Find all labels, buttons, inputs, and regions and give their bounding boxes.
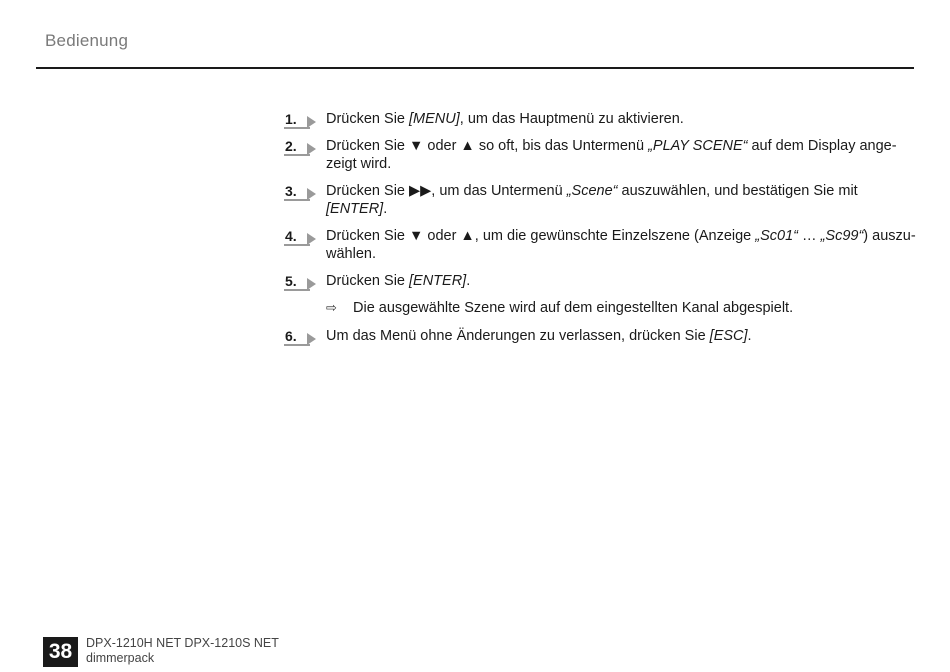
footer-product-info bbox=[86, 636, 279, 666]
step-result bbox=[284, 299, 916, 317]
step-number: 6. bbox=[285, 328, 297, 344]
step-number: 5. bbox=[285, 273, 297, 289]
step-1 bbox=[284, 110, 916, 128]
step-6 bbox=[284, 327, 916, 345]
step-2 bbox=[284, 137, 916, 173]
step-5 bbox=[284, 272, 916, 290]
step-number: 4. bbox=[285, 228, 297, 244]
step-text: Drücken Sie [MENU], um das Hauptmenü zu aktivieren. bbox=[326, 111, 684, 127]
step-arrow-icon bbox=[307, 233, 316, 245]
page-header-title: Bedienung bbox=[45, 31, 129, 50]
instruction-steps bbox=[284, 110, 916, 354]
result-text: Die ausgewählte Szene wird auf dem eingestellten Kanal abgespielt. bbox=[353, 300, 794, 316]
step-text: Drücken Sie ▼ oder ▲, um die gewünschte Einzelszene (Anzeige „Sc01“ … „Sc99“) auszu-wählen. bbox=[326, 228, 916, 262]
step-text: Drücken Sie ▶▶, um das Untermenü „Scene“ auszuwählen, und bestätigen Sie mit [ENTER]. bbox=[326, 183, 858, 217]
step-arrow-icon bbox=[307, 143, 316, 155]
step-number: 1. bbox=[285, 111, 297, 127]
step-4 bbox=[284, 227, 916, 263]
result-arrow-icon: ⇨ bbox=[326, 300, 337, 315]
step-text: Drücken Sie ▼ oder ▲ so oft, bis das Untermenü „PLAY SCENE“ auf dem Display ange-zeigt wird. bbox=[326, 138, 897, 172]
step-text: Drücken Sie [ENTER]. bbox=[326, 273, 471, 289]
step-arrow-icon bbox=[307, 188, 316, 200]
footer-model: DPX-1210H NET DPX-1210S NET bbox=[86, 636, 279, 650]
step-number: 2. bbox=[285, 138, 297, 154]
step-3 bbox=[284, 182, 916, 218]
page-number-badge: 38 bbox=[43, 637, 78, 667]
step-arrow-icon bbox=[307, 278, 316, 290]
step-arrow-icon bbox=[307, 116, 316, 128]
step-text: Um das Menü ohne Änderungen zu verlassen, drücken Sie [ESC]. bbox=[326, 328, 752, 344]
header-divider bbox=[36, 67, 914, 69]
step-number: 3. bbox=[285, 183, 297, 199]
step-arrow-icon bbox=[307, 333, 316, 345]
footer-product: dimmerpack bbox=[86, 651, 155, 665]
